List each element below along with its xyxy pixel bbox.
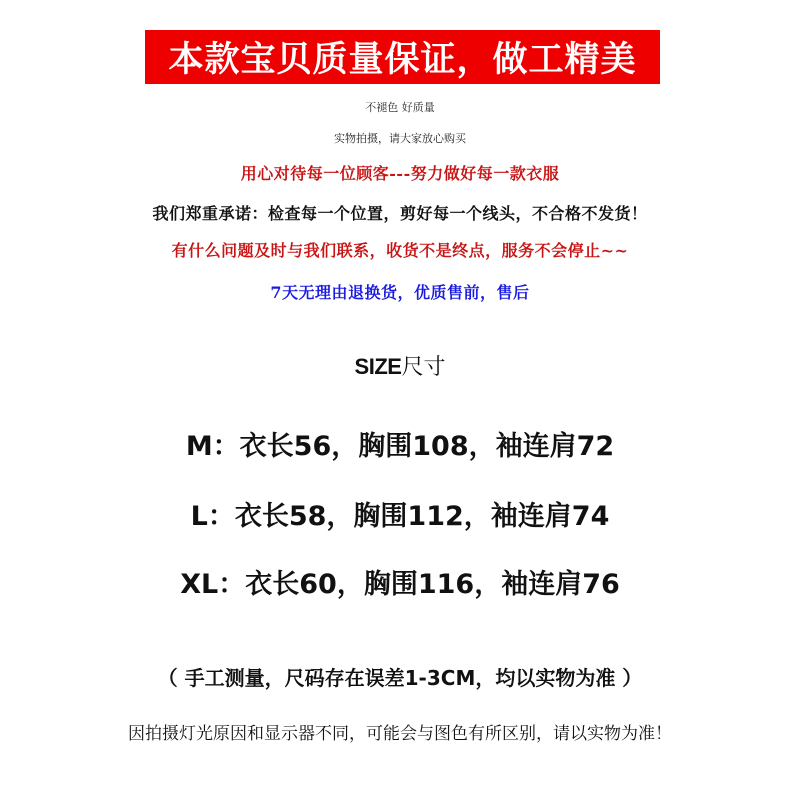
size-title [0, 350, 800, 381]
promise-line-2: 我们郑重承诺：检查每一个位置，剪好每一个线头，不合格不发货！ [152, 204, 648, 223]
size-row-xl: XL：衣长60，胸围116，袖连肩76 [180, 569, 620, 600]
color-disclaimer: 因拍摄灯光原因和显示器不同，可能会与图色有所区别，请以实物为准！ [128, 724, 672, 744]
size-title-latin: SIZE [354, 354, 402, 379]
size-row-m: M：衣长56，胸围108，袖连肩72 [185, 431, 615, 462]
promise-line-4: 7天无理由退换货，优质售前，售后 [270, 283, 530, 302]
banner-title: 本款宝贝质量保证，做工精美 [168, 40, 637, 80]
subtitle-line-2: 实物拍摄，请大家放心购买 [334, 132, 466, 145]
subtitle-line-1: 不褪色 好质量 [365, 101, 435, 114]
promise-line-3: 有什么问题及时与我们联系，收货不是终点，服务不会停止~~ [171, 241, 629, 260]
measure-note: （ 手工测量，尺码存在误差1-3CM，均以实物为准 ） [157, 666, 643, 690]
size-row-l: L：衣长58，胸围112，袖连肩74 [190, 501, 610, 532]
promise-line-1: 用心对待每一位顾客---努力做好每一款衣服 [240, 164, 560, 183]
quality-banner [145, 30, 660, 84]
size-title-cn: 尺寸 [401, 355, 446, 380]
